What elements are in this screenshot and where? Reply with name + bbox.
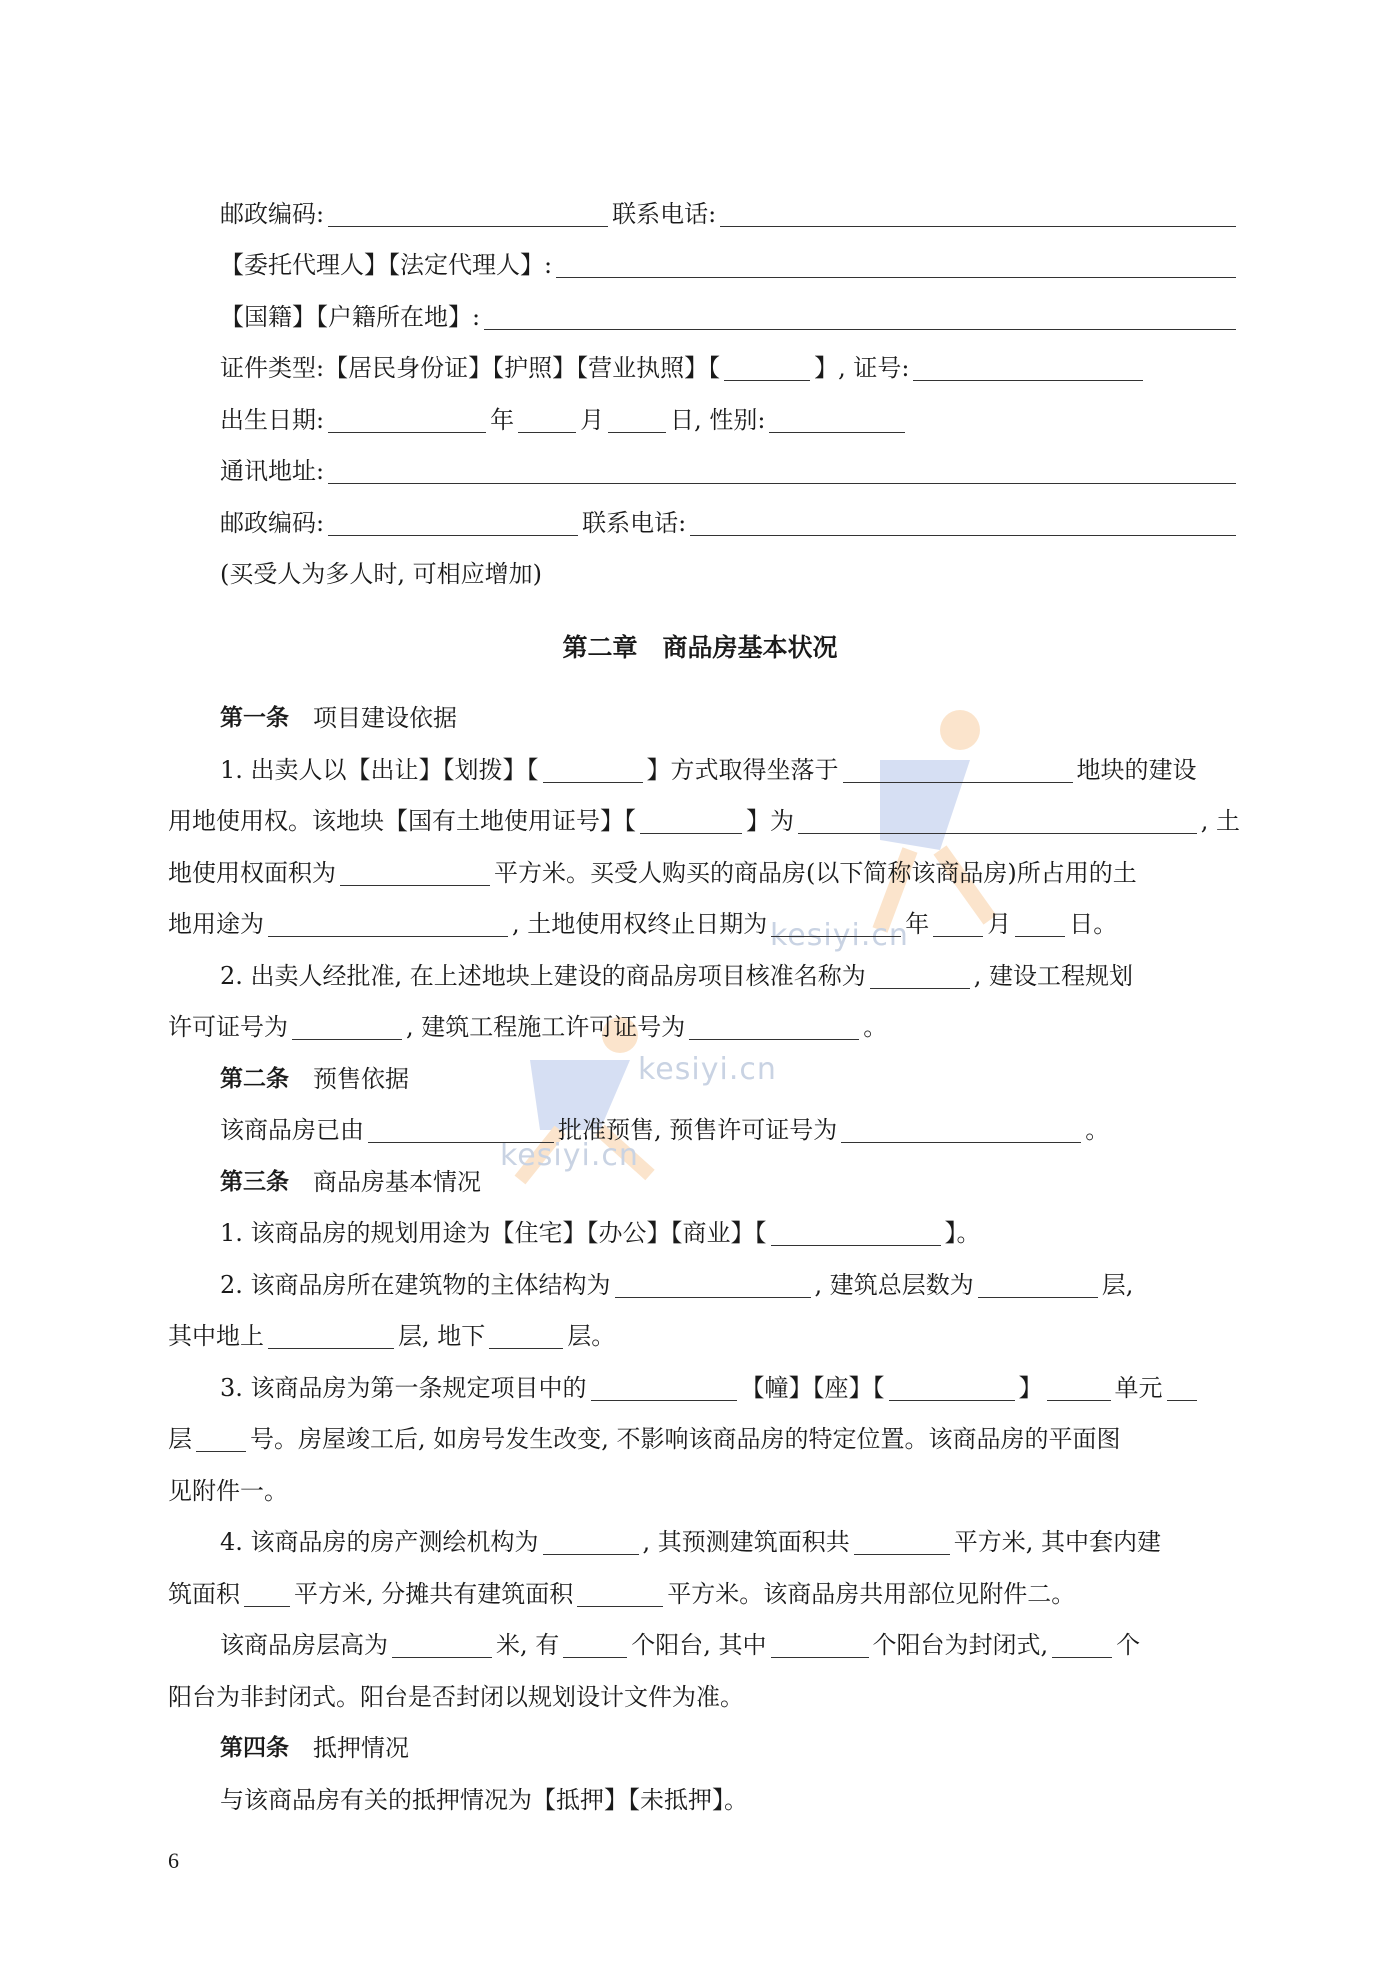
land-cert-number-blank[interactable] — [798, 805, 1197, 834]
article-1-heading — [220, 700, 1240, 736]
paragraph-line — [168, 1009, 1240, 1045]
end-month-blank[interactable] — [933, 908, 983, 937]
text-span: 平方米。该商品房共用部位见附件二。 — [667, 1580, 1076, 1608]
text-span: 。 — [1085, 1116, 1110, 1144]
project-name-blank[interactable] — [870, 960, 970, 989]
paragraph-line — [168, 855, 1240, 891]
article-title: 预售依据 — [313, 1065, 409, 1093]
transfer-method-blank[interactable] — [543, 754, 643, 783]
shared-area-blank[interactable] — [577, 1578, 663, 1607]
article-3-heading — [220, 1164, 1240, 1200]
paragraph-line — [220, 1112, 1240, 1148]
text-span: 个阳台, 其中 — [631, 1631, 767, 1659]
closed-balcony-blank[interactable] — [771, 1629, 869, 1658]
postal-phone-line — [220, 196, 1240, 232]
id-number-label: 】, 证号: — [814, 354, 910, 382]
text-span: 批准预售, 预售许可证号为 — [558, 1116, 838, 1144]
text-span: 层, 地下 — [398, 1322, 486, 1350]
text-span: 层, — [1101, 1271, 1134, 1299]
text-span: 月 — [987, 910, 1012, 938]
article-title: 商品房基本情况 — [313, 1168, 481, 1196]
paragraph-line — [168, 1318, 1240, 1354]
id-type-other-blank[interactable] — [724, 352, 810, 381]
phone-label: 联系电话: — [612, 200, 717, 228]
year-label: 年 — [490, 406, 515, 434]
text-span: 其中地上 — [168, 1322, 264, 1350]
watermark-text: kesiyi.cn — [770, 918, 909, 953]
floors-above-blank[interactable] — [268, 1320, 394, 1349]
text-span: 单元 — [1114, 1374, 1163, 1402]
text-span: , 建筑总层数为 — [814, 1271, 974, 1299]
nationality-line — [220, 299, 1240, 335]
paragraph-line — [220, 1370, 1240, 1406]
text-span: 】为 — [746, 807, 794, 835]
month-label: 月 — [580, 406, 605, 434]
text-span: 该商品房层高为 — [220, 1631, 388, 1659]
end-day-blank[interactable] — [1015, 908, 1065, 937]
surveyor-blank[interactable] — [543, 1526, 639, 1555]
land-use-blank[interactable] — [268, 908, 508, 937]
paragraph-line — [220, 1267, 1240, 1303]
page-number: 6 — [168, 1848, 179, 1873]
agent-label: 【委托代理人】【法定代理人】: — [220, 251, 553, 279]
text-span: 4. 该商品房的房产测绘机构为 — [220, 1528, 539, 1556]
text-span: 该商品房已由 — [220, 1116, 364, 1144]
phone-blank[interactable] — [720, 198, 1236, 227]
agent-line — [220, 247, 1240, 283]
multi-buyer-note — [220, 556, 1240, 592]
paragraph-line — [168, 803, 1240, 839]
text-span: 号。房屋竣工后, 如房号发生改变, 不影响该商品房的特定位置。该商品房的平面图 — [250, 1425, 1121, 1453]
agent-blank[interactable] — [556, 249, 1236, 278]
day-gender-label: 日, 性别: — [670, 406, 766, 434]
text-span: 】方式取得坐落于 — [646, 756, 839, 784]
paragraph-line — [168, 1421, 1240, 1457]
postal-code-label: 邮政编码: — [220, 200, 325, 228]
text-span: 2. 出卖人经批准, 在上述地块上建设的商品房项目核准名称为 — [220, 962, 866, 990]
phone-label: 联系电话: — [582, 509, 687, 537]
birth-date-label: 出生日期: — [220, 406, 325, 434]
text-span: , 土 — [1200, 807, 1240, 835]
text-span: 用地使用权。该地块【国有土地使用证号】【 — [168, 807, 636, 835]
birth-year-blank[interactable] — [328, 404, 486, 433]
text-span: 2. 该商品房所在建筑物的主体结构为 — [220, 1271, 611, 1299]
inner-area-blank[interactable] — [244, 1578, 290, 1607]
text-span: 。 — [863, 1013, 888, 1041]
birth-gender-line — [220, 402, 1240, 438]
postal-code-label: 邮政编码: — [220, 509, 325, 537]
id-number-blank[interactable] — [913, 352, 1143, 381]
text-span: 个 — [1116, 1631, 1141, 1659]
postal-code-blank[interactable] — [328, 507, 578, 536]
text-span: 地用途为 — [168, 910, 264, 938]
nationality-blank[interactable] — [484, 301, 1236, 330]
text-span: , 建筑工程施工许可证号为 — [406, 1013, 686, 1041]
end-year-blank[interactable] — [771, 908, 901, 937]
text-span: , 其预测建筑面积共 — [642, 1528, 850, 1556]
article-label: 第一条 — [220, 705, 289, 731]
article-title: 抵押情况 — [313, 1734, 409, 1762]
land-area-blank[interactable] — [340, 857, 490, 886]
paragraph-line — [220, 1627, 1240, 1663]
open-balcony-blank[interactable] — [1052, 1629, 1112, 1658]
article-label: 第二条 — [220, 1066, 289, 1092]
paragraph-line — [168, 906, 1240, 942]
birth-month-blank[interactable] — [518, 404, 576, 433]
project-item-blank[interactable] — [591, 1372, 737, 1401]
text-span: 个阳台为封闭式, — [872, 1631, 1049, 1659]
text-span: 层。 — [567, 1322, 616, 1350]
birth-day-blank[interactable] — [608, 404, 666, 433]
postal-code-blank[interactable] — [328, 198, 608, 227]
text-span: 见附件一。 — [168, 1477, 288, 1505]
text-span: 平方米, 分摊共有建筑面积 — [294, 1580, 574, 1608]
total-floors-blank[interactable] — [978, 1269, 1098, 1298]
watermark-text: kesiyi.cn — [500, 1138, 639, 1173]
text-span: , 建设工程规划 — [973, 962, 1134, 990]
text-span: 平方米, 其中套内建 — [953, 1528, 1162, 1556]
address-blank[interactable] — [328, 455, 1236, 484]
article-4-heading — [220, 1730, 1240, 1766]
id-type-label: 证件类型:【居民身份证】【护照】【营业执照】【 — [220, 354, 721, 382]
paragraph-line — [220, 1215, 1240, 1251]
paragraph-line — [168, 1576, 1240, 1612]
text-span: 【幢】【座】【 — [740, 1374, 885, 1402]
structure-blank[interactable] — [615, 1269, 811, 1298]
text-span: 地使用权面积为 — [168, 859, 336, 887]
watermark-text: kesiyi.cn — [638, 1052, 777, 1087]
text-span: 】。 — [944, 1219, 981, 1247]
paragraph-line — [168, 1679, 1240, 1715]
text-span: , 土地使用权终止日期为 — [512, 910, 768, 938]
location-blank[interactable] — [843, 754, 1073, 783]
planning-permit-blank[interactable] — [292, 1011, 402, 1040]
text-span: 阳台为非封闭式。阳台是否封闭以规划设计文件为准。 — [168, 1683, 744, 1711]
paragraph-line — [220, 958, 1240, 994]
construction-permit-blank[interactable] — [689, 1011, 859, 1040]
phone-blank[interactable] — [690, 507, 1236, 536]
presale-permit-blank[interactable] — [841, 1114, 1081, 1143]
text-span: 米, 有 — [496, 1631, 560, 1659]
id-type-line — [220, 350, 1240, 386]
article-label: 第三条 — [220, 1169, 289, 1195]
text-span: 日。 — [1069, 910, 1118, 938]
address-label: 通讯地址: — [220, 457, 325, 485]
nationality-label: 【国籍】【户籍所在地】: — [220, 303, 481, 331]
planned-use-other-blank[interactable] — [771, 1217, 941, 1246]
paragraph-line — [168, 1473, 1240, 1509]
floor-height-blank[interactable] — [392, 1629, 492, 1658]
article-2-heading — [220, 1061, 1240, 1097]
text-span: 年 — [905, 910, 930, 938]
address-line — [220, 453, 1240, 489]
text-span: 平方米。买受人购买的商品房(以下简称该商品房)所占用的土 — [494, 859, 1137, 887]
room-number-blank[interactable] — [196, 1423, 246, 1452]
building-blank[interactable] — [889, 1372, 1015, 1401]
unit-blank[interactable] — [1047, 1372, 1111, 1401]
floor-blank[interactable] — [1167, 1372, 1197, 1401]
text-span: 3. 该商品房为第一条规定项目中的 — [220, 1374, 587, 1402]
text-span: 1. 该商品房的规划用途为【住宅】【办公】【商业】【 — [220, 1219, 767, 1247]
multi-buyer-note-text: (买受人为多人时, 可相应增加) — [220, 560, 542, 588]
text-span: 1. 出卖人以【出让】【划拨】【 — [220, 756, 539, 784]
approver-blank[interactable] — [368, 1114, 554, 1143]
text-span: 地块的建设 — [1076, 756, 1197, 784]
postal-phone-line-2 — [220, 505, 1240, 541]
text-span: 层 — [168, 1425, 192, 1453]
floors-below-blank[interactable] — [489, 1320, 563, 1349]
text-span: 】 — [1018, 1374, 1043, 1402]
text-span: 与该商品房有关的抵押情况为【抵押】【未抵押】。 — [220, 1786, 748, 1814]
article-title: 项目建设依据 — [313, 704, 457, 732]
text-span: 许可证号为 — [168, 1013, 288, 1041]
balcony-count-blank[interactable] — [563, 1629, 627, 1658]
text-span: 筑面积 — [168, 1580, 240, 1608]
paragraph-line — [220, 1524, 1240, 1560]
paragraph-line — [220, 752, 1240, 788]
gender-blank[interactable] — [769, 404, 905, 433]
paragraph-line — [220, 1782, 1240, 1818]
gross-area-blank[interactable] — [854, 1526, 950, 1555]
chapter-title: 第二章 商品房基本状况 — [562, 633, 838, 662]
land-cert-type-blank[interactable] — [640, 805, 742, 834]
article-label: 第四条 — [220, 1735, 289, 1761]
